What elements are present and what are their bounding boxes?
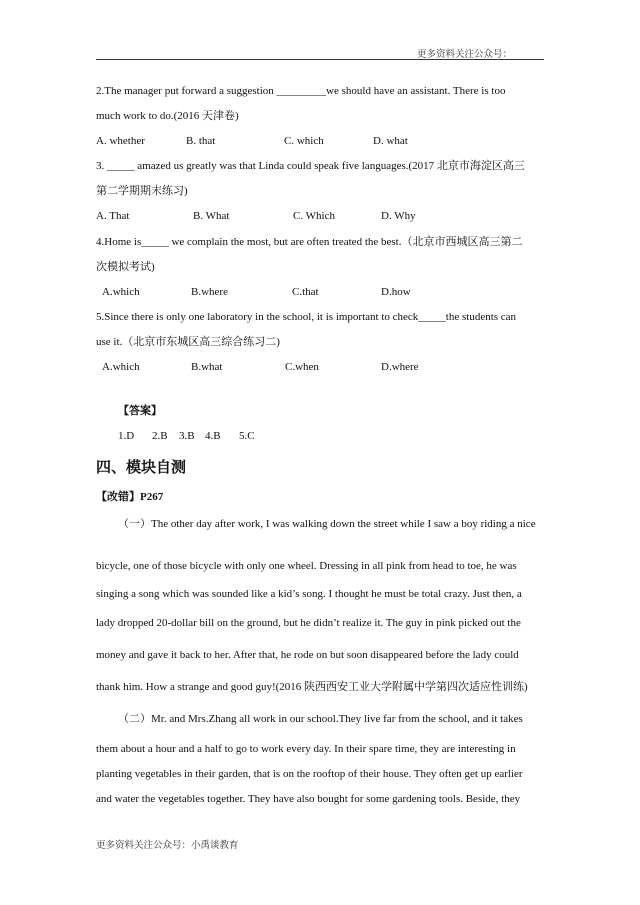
question-5-option-b: B.what xyxy=(191,361,223,373)
question-2-option-b: B. that xyxy=(186,135,216,147)
question-2-option-d: D. what xyxy=(373,135,408,147)
question-3-option-b: B. What xyxy=(193,210,230,222)
question-3-option-a: A. That xyxy=(96,210,130,222)
question-4-option-d: D.how xyxy=(381,286,411,298)
question-5-line-2: use it.（北京市东城区高三综合练习二) xyxy=(96,336,280,348)
question-5-line-1: 5.Since there is only one laboratory in the school, it is important to check_____the students can xyxy=(96,311,517,323)
paragraph-2-line: （二）Mr. and Mrs.Zhang all work in our school.They live far from the school, and it takes xyxy=(118,713,523,725)
answer-item: 2.B xyxy=(152,430,168,442)
answer-item: 5.C xyxy=(239,430,255,442)
paragraph-1-line: lady dropped 20-dollar bill on the ground, but he didn’t realize it. The guy in pink picked out the xyxy=(96,617,521,629)
answer-label: 【答案】 xyxy=(118,405,162,417)
question-3-line-2: 第二学期期末练习) xyxy=(96,185,188,197)
question-5-option-a: A.which xyxy=(102,361,140,373)
answer-item: 3.B xyxy=(179,430,195,442)
question-4-line-1: 4.Home is_____ we complain the most, but are often treated the best.（北京市西城区高三第二 xyxy=(96,236,523,248)
paragraph-1-line: bicycle, one of those bicycle with only one wheel. Dressing in all pink from head to toe, he was xyxy=(96,560,517,572)
question-3-line-1: 3. _____ amazed us greatly was that Linda could speak five languages.(2017 北京市海淀区高三 xyxy=(96,160,525,172)
question-3-option-d: D. Why xyxy=(381,210,416,222)
question-5-option-c: C.when xyxy=(285,361,319,373)
paragraph-2-line: planting vegetables in their garden, that is on the rooftop of their house. They often get up earlier xyxy=(96,768,523,780)
question-2-option-a: A. whether xyxy=(96,135,145,147)
question-2-line-2: much work to do.(2016 天津卷) xyxy=(96,110,239,122)
paragraph-1-line: money and gave it back to her. After that, he rode on but soon disappeared before the lady could xyxy=(96,649,519,661)
question-4-option-a: A.which xyxy=(102,286,140,298)
paragraph-1-line: singing a song which was sounded like a kid’s song. I thought he must be total crazy. Just then, a xyxy=(96,588,522,600)
header-rule xyxy=(96,59,544,60)
question-5-option-d: D.where xyxy=(381,361,419,373)
correction-label: 【改错】P267 xyxy=(96,491,164,503)
paragraph-1-line: thank him. How a strange and good guy!(2016 陕西西安工业大学附属中学第四次适应性训练) xyxy=(96,681,528,693)
paragraph-2-line: them about a hour and a half to go to work every day. In their spare time, they are interesting in xyxy=(96,743,516,755)
page-footer: 更多资料关注公众号：小禹谈教育 xyxy=(96,841,239,851)
paragraph-2-line: and water the vegetables together. They have also bought for some gardening tools. Beside, they xyxy=(96,793,521,805)
section-title: 四、模块自测 xyxy=(96,458,187,476)
answer-item: 4.B xyxy=(205,430,221,442)
paragraph-1-line: （一）The other day after work, I was walking down the street while I saw a boy riding a nice xyxy=(118,518,536,530)
question-2-line-1: 2.The manager put forward a suggestion _________we should have an assistant. There is too xyxy=(96,85,506,97)
question-4-line-2: 次模拟考试) xyxy=(96,261,155,273)
question-4-option-c: C.that xyxy=(292,286,319,298)
question-4-option-b: B.where xyxy=(191,286,228,298)
header-text: 更多资料关注公众号： xyxy=(416,50,512,60)
question-2-option-c: C. which xyxy=(284,135,324,147)
question-3-option-c: C. Which xyxy=(293,210,335,222)
answer-item: 1.D xyxy=(118,430,135,442)
